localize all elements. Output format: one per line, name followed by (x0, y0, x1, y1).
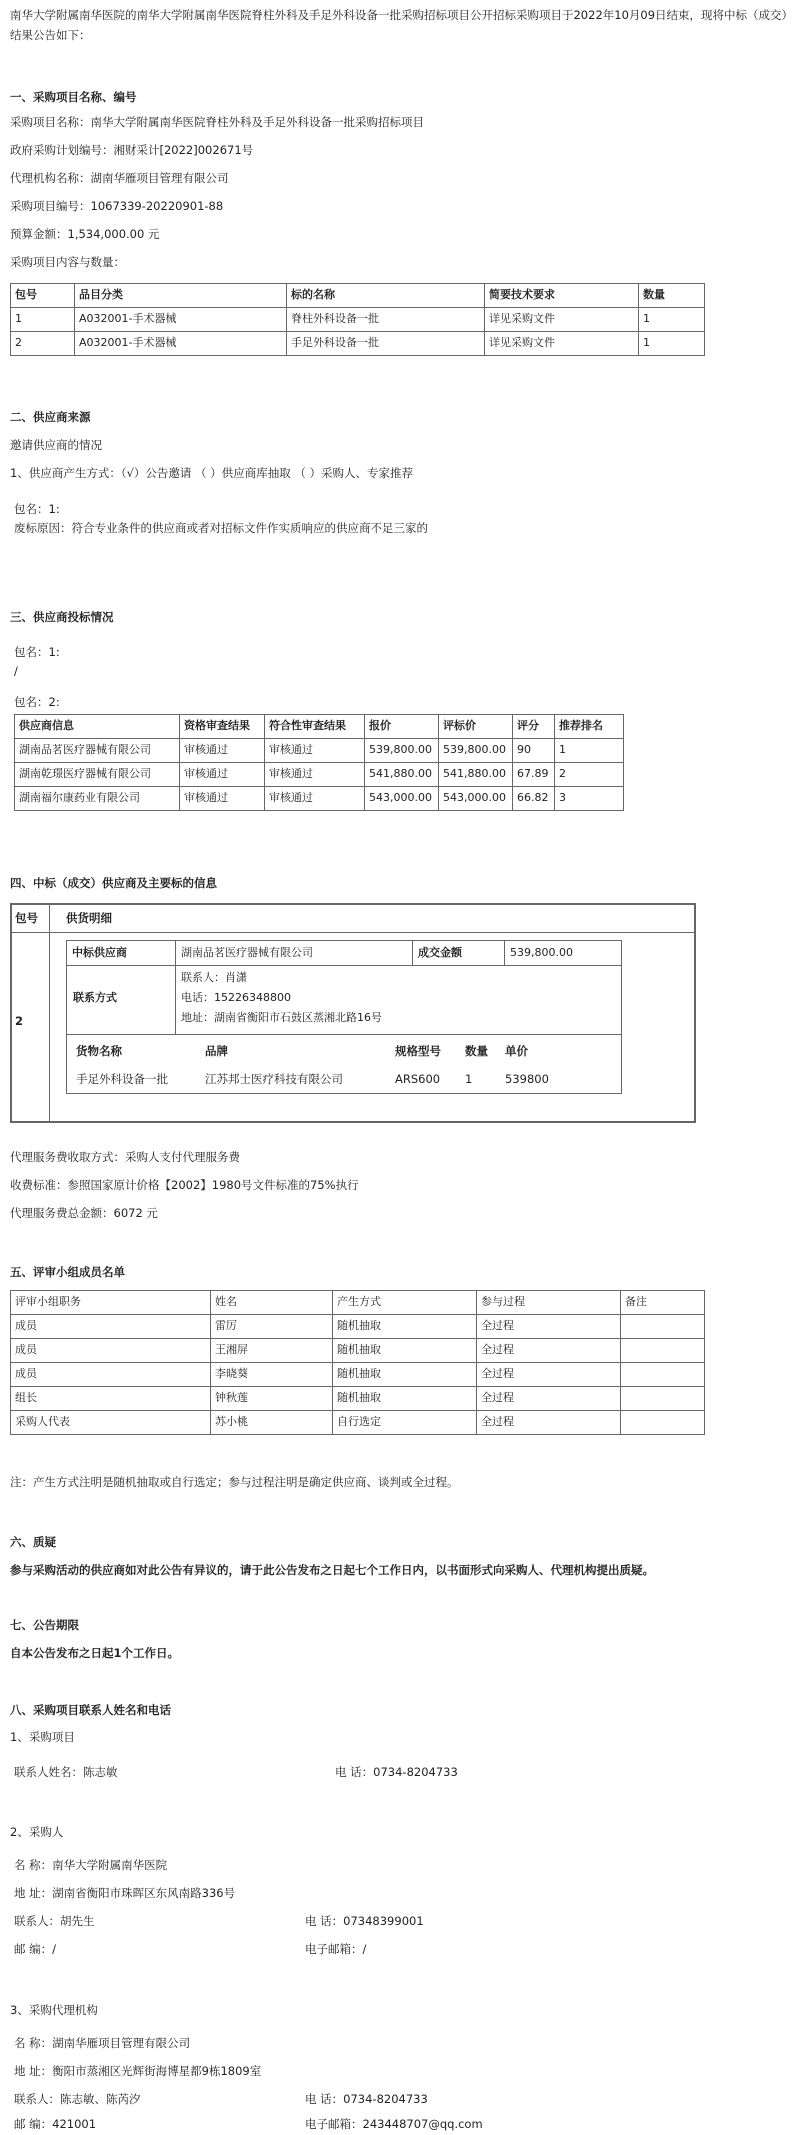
purchaser-postcode: 邮 编：/ (14, 1942, 57, 1956)
plan-number: 政府采购计划编号：湘财采计[2022]002671号 (10, 143, 254, 157)
col-name: 姓名 (211, 1291, 333, 1315)
budget-amount: 预算金额：1,534,000.00 元 (10, 227, 160, 241)
section-7-title: 七、公告期限 (10, 1618, 79, 1632)
table-row (11, 332, 705, 356)
agency-contact: 联系人：陈志敏、陈芮汐 (14, 2092, 141, 2106)
cell: 李晓葵 (211, 1363, 333, 1387)
purchaser-name: 名 称：南华大学附属南华医院 (14, 1858, 168, 1872)
agency-title: 3、采购代理机构 (10, 2003, 98, 2017)
cell: 苏小桃 (211, 1411, 333, 1435)
cell: 2 (555, 763, 624, 787)
contact-label-cell (66, 965, 176, 1035)
cell: 钟秋莲 (211, 1387, 333, 1411)
winner-header-row (10, 903, 696, 933)
objection-text: 参与采购活动的供应商如对此公告有异议的，请于此公告发布之日起七个工作日内，以书面形式向采购人、代理机构提出质疑。 (10, 1563, 654, 1577)
table-row (15, 787, 624, 811)
cell: 全过程 (477, 1411, 621, 1435)
package-2-label: 包名：2: (14, 695, 60, 709)
cell: 2 (11, 332, 75, 356)
cell: 详见采购文件 (485, 332, 639, 356)
purchaser-contact: 联系人：胡先生 (14, 1914, 95, 1928)
goods-name: 手足外科设备一批 (76, 1072, 168, 1086)
cell (621, 1315, 705, 1339)
cell: 雷厉 (211, 1315, 333, 1339)
col-process: 参与过程 (477, 1291, 621, 1315)
contact-info (175, 965, 622, 1035)
section-4-title: 四、中标（成交）供应商及主要标的信息 (10, 876, 217, 890)
cell: 随机抽取 (333, 1315, 477, 1339)
contact-phone: 电话：15226348800 (181, 991, 291, 1004)
cell: 1 (555, 739, 624, 763)
package-1-label: 包名：1: (14, 645, 60, 659)
cell: 审核通过 (265, 739, 365, 763)
table-row (11, 1363, 705, 1387)
table-row (11, 1339, 705, 1363)
col-category: 品目分类 (75, 284, 287, 308)
section-8-title: 八、采购项目联系人姓名和电话 (10, 1703, 171, 1717)
section-6-title: 六、质疑 (10, 1535, 56, 1549)
amount-value: 539,800.00 (504, 940, 622, 966)
agency-email: 电子邮箱：243448707@qq.com (305, 2117, 483, 2131)
contact-address: 地址：湖南省衡阳市石鼓区蒸湘北路16号 (181, 1011, 382, 1024)
contact-label: 联系方式 (73, 991, 117, 1004)
project-contact-name: 联系人姓名：陈志敏 (14, 1765, 118, 1779)
project-number: 采购项目编号：1067339-20220901-88 (10, 199, 224, 213)
table-header-row (11, 1291, 705, 1315)
cell: 1 (11, 308, 75, 332)
purchaser-address: 地 址：湖南省衡阳市珠晖区东风南路336号 (14, 1886, 236, 1900)
fee-standard: 收费标准：参照国家原计价格【2002】1980号文件标准的75%执行 (10, 1178, 359, 1192)
col-role: 评审小组职务 (11, 1291, 211, 1315)
invite-label: 邀请供应商的情况 (10, 438, 102, 452)
cell: 3 (555, 787, 624, 811)
cell: 1 (639, 308, 705, 332)
cell: 539,800.00 (365, 739, 439, 763)
col-quote: 报价 (365, 715, 439, 739)
col-score: 评分 (513, 715, 555, 739)
section-2-title: 二、供应商来源 (10, 410, 91, 424)
col-supply-detail: 供货明细 (66, 911, 112, 925)
cell: 541,880.00 (365, 763, 439, 787)
project-contact-phone: 电 话：0734-8204733 (335, 1765, 458, 1779)
cell (621, 1339, 705, 1363)
cell: 湖南福尔康药业有限公司 (15, 787, 180, 811)
agency-name: 名 称：湖南华雁项目管理有限公司 (14, 2036, 191, 2050)
purchaser-title: 2、采购人 (10, 1825, 64, 1839)
goods-quantity: 1 (465, 1072, 473, 1086)
cell: 541,880.00 (439, 763, 513, 787)
table-row (11, 1387, 705, 1411)
table-header-row (11, 284, 705, 308)
cell: A032001-手术器械 (75, 332, 287, 356)
package-number: 2 (15, 1014, 24, 1028)
col-supplier: 供应商信息 (15, 715, 180, 739)
goods-brand: 江苏邦士医疗科技有限公司 (205, 1072, 343, 1086)
col-spec: 规格型号 (395, 1044, 441, 1058)
cell: 审核通过 (180, 787, 265, 811)
cell (621, 1363, 705, 1387)
cell: 543,000.00 (439, 787, 513, 811)
cell: 审核通过 (265, 787, 365, 811)
review-note: 注：产生方式注明是随机抽取或自行选定；参与过程注明是确定供应商、谈判或全过程。 (10, 1475, 459, 1489)
table-row (11, 308, 705, 332)
col-eval-price: 评标价 (439, 715, 513, 739)
supplier-method: 1、供应商产生方式：（√）公告邀请 （ ）供应商库抽取 （ ）采购人、专家推荐 (10, 466, 414, 480)
section-3-title: 三、供应商投标情况 (10, 610, 114, 624)
goods-spec: ARS600 (395, 1072, 441, 1086)
bid-table (14, 714, 624, 811)
content-label: 采购项目内容与数量： (10, 255, 125, 269)
cell: 成员 (11, 1363, 211, 1387)
purchaser-email: 电子邮箱：/ (305, 1942, 367, 1956)
cell: 随机抽取 (333, 1387, 477, 1411)
cell: 自行选定 (333, 1411, 477, 1435)
col-qualification: 资格审查结果 (180, 715, 265, 739)
fee-total: 代理服务费总金额：6072 元 (10, 1206, 158, 1220)
cell: 90 (513, 739, 555, 763)
pkg-column (10, 903, 50, 1123)
cell: 543,000.00 (365, 787, 439, 811)
cell: 全过程 (477, 1363, 621, 1387)
table-row (11, 1411, 705, 1435)
col-goods-name: 货物名称 (76, 1044, 122, 1058)
cell: A032001-手术器械 (75, 308, 287, 332)
cell: 67.89 (513, 763, 555, 787)
cell: 审核通过 (180, 739, 265, 763)
cell: 全过程 (477, 1315, 621, 1339)
cell: 随机抽取 (333, 1363, 477, 1387)
cell: 1 (639, 332, 705, 356)
project-content-table (10, 283, 705, 356)
project-contact-title: 1、采购项目 (10, 1730, 75, 1744)
col-brand: 品牌 (205, 1044, 228, 1058)
table-row (11, 1315, 705, 1339)
goods-unit-price: 539800 (505, 1072, 549, 1086)
cell: 王湘屏 (211, 1339, 333, 1363)
cell: 全过程 (477, 1339, 621, 1363)
cell: 手足外科设备一批 (287, 332, 485, 356)
cell (621, 1387, 705, 1411)
purchaser-phone: 电 话：07348399001 (305, 1914, 424, 1928)
col-method: 产生方式 (333, 1291, 477, 1315)
section-1-title: 一、采购项目名称、编号 (10, 90, 137, 104)
col-quantity: 数量 (465, 1044, 488, 1058)
cell: 539,800.00 (439, 739, 513, 763)
col-package: 包号 (11, 284, 75, 308)
agency-phone: 电 话：0734-8204733 (305, 2092, 428, 2106)
table-row (15, 739, 624, 763)
agency-address: 地 址：衡阳市蒸湘区光辉街海博星都9栋1809室 (14, 2064, 262, 2078)
col-requirement: 简要技术要求 (485, 284, 639, 308)
col-remark: 备注 (621, 1291, 705, 1315)
col-rank: 推荐排名 (555, 715, 624, 739)
section-5-title: 五、评审小组成员名单 (10, 1265, 125, 1279)
col-unit-price: 单价 (505, 1044, 528, 1058)
cell: 成员 (11, 1339, 211, 1363)
cell: 组长 (11, 1387, 211, 1411)
invalid-reason: 废标原因：符合专业条件的供应商或者对招标文件作实质响应的供应商不足三家的 (14, 521, 428, 535)
cell: 详见采购文件 (485, 308, 639, 332)
col-compliance: 符合性审查结果 (265, 715, 365, 739)
cell: 全过程 (477, 1387, 621, 1411)
cell: 66.82 (513, 787, 555, 811)
package-1-value: / (14, 664, 18, 678)
col-package: 包号 (15, 911, 38, 925)
amount-label: 成交金额 (412, 940, 505, 966)
project-name: 采购项目名称：南华大学附属南华医院脊柱外科及手足外科设备一批采购招标项目 (10, 115, 424, 129)
cell: 湖南乾璟医疗器械有限公司 (15, 763, 180, 787)
cell: 审核通过 (265, 763, 365, 787)
cell: 脊柱外科设备一批 (287, 308, 485, 332)
cell: 采购人代表 (11, 1411, 211, 1435)
agency-postcode: 邮 编：421001 (14, 2117, 97, 2131)
table-row (15, 763, 624, 787)
review-panel-table (10, 1290, 705, 1435)
intro-text: 南华大学附属南华医院的南华大学附属南华医院脊柱外科及手足外科设备一批采购招标项目公开招标采购项目于2022年10月09日结束，现将中标（成交）结果公告如下： (10, 8, 788, 42)
agency-name: 代理机构名称：湖南华雁项目管理有限公司 (10, 171, 229, 185)
cell: 随机抽取 (333, 1339, 477, 1363)
contact-person: 联系人：肖潇 (181, 971, 247, 984)
fee-method: 代理服务费收取方式：采购人支付代理服务费 (10, 1150, 240, 1164)
winner-name: 湖南品茗医疗器械有限公司 (175, 940, 413, 966)
notice-period: 自本公告发布之日起1个工作日。 (10, 1646, 179, 1660)
cell: 审核通过 (180, 763, 265, 787)
col-quantity: 数量 (639, 284, 705, 308)
cell (621, 1411, 705, 1435)
cell: 成员 (11, 1315, 211, 1339)
col-item-name: 标的名称 (287, 284, 485, 308)
package-1-label: 包名：1: (14, 502, 60, 516)
cell: 湖南品茗医疗器械有限公司 (15, 739, 180, 763)
winner-label: 中标供应商 (66, 940, 176, 966)
table-header-row (15, 715, 624, 739)
